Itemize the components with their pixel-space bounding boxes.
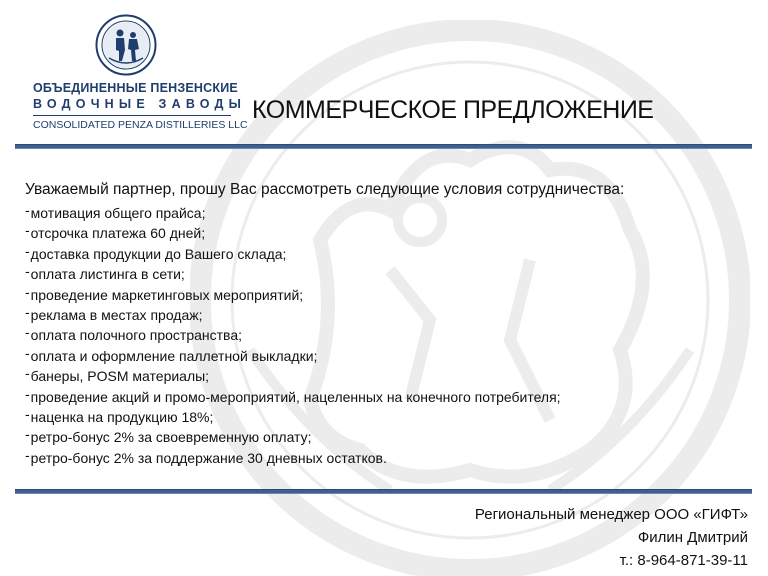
company-name-line2: ВОДОЧНЫЕ ЗАВОДЫ — [33, 97, 247, 111]
list-item: -оплата и оформление паллетной выкладки; — [25, 344, 318, 364]
page-title: КОММЕРЧЕСКОЕ ПРЕДЛОЖЕНИЕ — [252, 96, 654, 124]
list-item: -банеры, POSM материалы; — [25, 365, 210, 385]
company-seal-logo — [95, 14, 157, 76]
list-item: -оплата полочного пространства; — [25, 324, 243, 344]
company-name-line1: ОБЪЕДИНЕННЫЕ ПЕНЗЕНСКИЕ — [33, 81, 238, 95]
list-item: -ретро-бонус 2% за своевременную оплату; — [25, 426, 312, 446]
intro-text: Уважаемый партнер, прошу Вас рассмотреть следующие условия сотрудничества: — [25, 181, 625, 198]
signature-block — [475, 503, 748, 572]
list-item: -проведение акций и промо-мероприятий, нацеленных на конечного потребителя; — [25, 385, 561, 405]
signature-name: Филин Дмитрий — [637, 529, 748, 546]
list-item: -оплата листинга в сети; — [25, 263, 185, 283]
footer-divider — [15, 489, 752, 494]
list-item: -отсрочка платежа 60 дней; — [25, 222, 206, 242]
list-item: -проведение маркетинговых мероприятий; — [25, 283, 304, 303]
logo-divider — [33, 115, 231, 116]
terms-list — [25, 203, 561, 468]
header-divider — [15, 144, 752, 149]
list-item: -мотивация общего прайса; — [25, 202, 206, 221]
list-item: -реклама в местах продаж; — [25, 304, 203, 324]
list-item: -наценка на продукцию 18%; — [25, 406, 214, 426]
company-name-english: CONSOLIDATED PENZA DISTILLERIES LLC — [33, 119, 248, 131]
signature-phone: т.: 8-964-871-39-11 — [619, 552, 748, 569]
signature-position: Региональный менеджер ООО «ГИФТ» — [474, 506, 748, 523]
list-item: -доставка продукции до Вашего склада; — [25, 242, 287, 262]
list-item: -ретро-бонус 2% за поддержание 30 дневных остатков. — [25, 446, 387, 466]
